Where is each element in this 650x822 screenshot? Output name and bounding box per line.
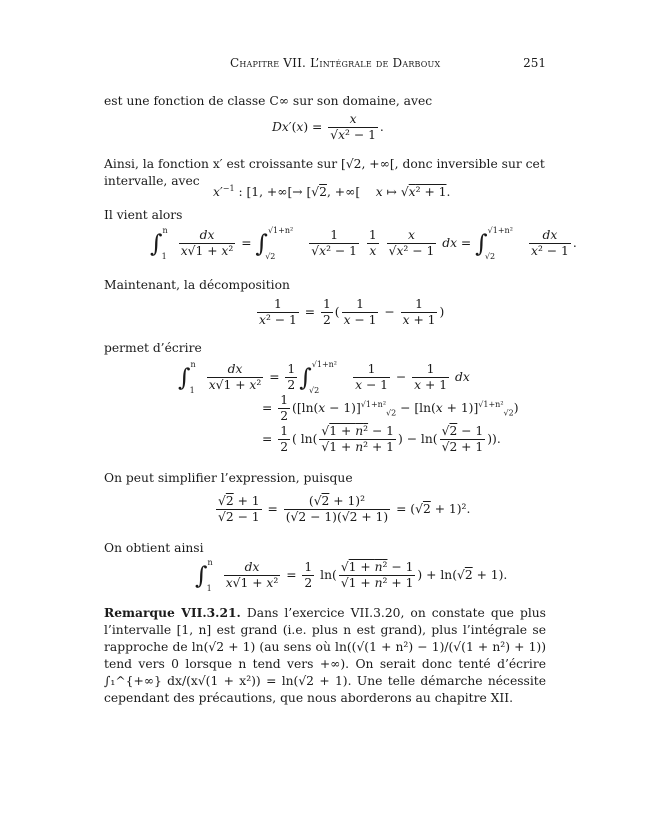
paragraph-4: Maintenant, la décomposition [104,278,290,292]
remark-title: Remarque VII.3.21. [104,605,241,620]
equation-1: Dx′(x) = $\frac{x}{\text{√x² − 1}}$ . [272,112,384,142]
paragraph-7: On obtient ainsi [104,541,204,555]
equation-2: $x'^{-1}$ : [1, +∞[→ [√2, +∞[ x ↦ √x² + 1. [213,184,451,200]
page-number: 251 [523,56,546,70]
chapter-title: Chapitre VII. L’intégrale de Darboux [230,56,441,70]
paragraph-5: permet d’écrire [104,341,202,355]
remark-block [104,604,546,707]
equation-5: ∫$^n_1$ $\frac{dx}{\text{x√1 + x²}}$ = $\frac{1}{2}$ ∫$^{√1+n^2}_{√2}$ $\frac{1}{x - 1}$ − $\frac{1}{x + 1}$ dx = $\frac{1}{2}$ $([\ln(x - 1)]^{√1+n^2}_{√2} - [\ln(x + 1)]^{√1+n^2}_{√2})$ = $\frac{1}{2}$ ( ln( $\frac{\text{√1 + n² − 1}}{\text{√1 + n² + 1}}$ ) − ln( $\frac{√2 - 1}{√2 + 1}$ )). [178,360,519,455]
equation-3: ∫$^n_1$ $\frac{dx}{\text{x√1 + x²}}$ = ∫$^{√1+n^2}_{√2}$ $\frac{1}{\text{√x² − 1}}$ $\frac{1}{x}$ $\frac{x}{\text{√x² − 1}}$ dx = ∫$^{√1+n^2}_{√2}$ $\frac{dx}{\text{x² − 1}}$ . [150,226,577,261]
paragraph-3: Il vient alors [104,208,183,222]
remark-body: Dans l’exercice VII.3.20, on constate que plus l’intervalle [1, n] est grand (i.e. plus n est grand), plus l’intégrale se rapproche de ln(√2 + 1) (au sens où ln((√(1 + n²) − 1)/(√(1 + n²) + 1)) tend vers 0 lorsque n tend vers +∞). On serait donc tenté d’écrire ∫₁^{+∞} dx/(x√(1 + x²)) = ln(√2 + 1). Une telle démarche nécessite cependant des précautions, que nous aborderons au chapitre XII. [104,606,546,705]
equation-6: $\frac{√2 + 1}{√2 - 1}$ = $\frac{\text{(√2 + 1)²}}{(√2 - 1)(√2 + 1)}$ = (√2 + 1)². [218,494,471,524]
running-header [104,56,546,74]
paragraph-6: On peut simplifier l’expression, puisque [104,471,353,485]
equation-4: $\frac{1}{\text{x² − 1}}$ = $\frac{1}{2}$ ( $\frac{1}{x - 1}$ − $\frac{1}{x + 1}$ ) [259,297,445,327]
paragraph-1: est une fonction de classe C∞ sur son domaine, avec [104,94,433,108]
equation-7: ∫$^n_1$ $\frac{dx}{\text{x√1 + x²}}$ = $\frac{1}{2}$ ln( $\frac{\text{√1 + n² − 1}}{\text{√1 + n² + 1}}$ ) + ln(√2 + 1). [195,558,508,593]
paragraph-2: Ainsi, la fonction x′ est croissante sur [√2, +∞[, donc inversible sur cet intervalle, avec [104,157,545,188]
